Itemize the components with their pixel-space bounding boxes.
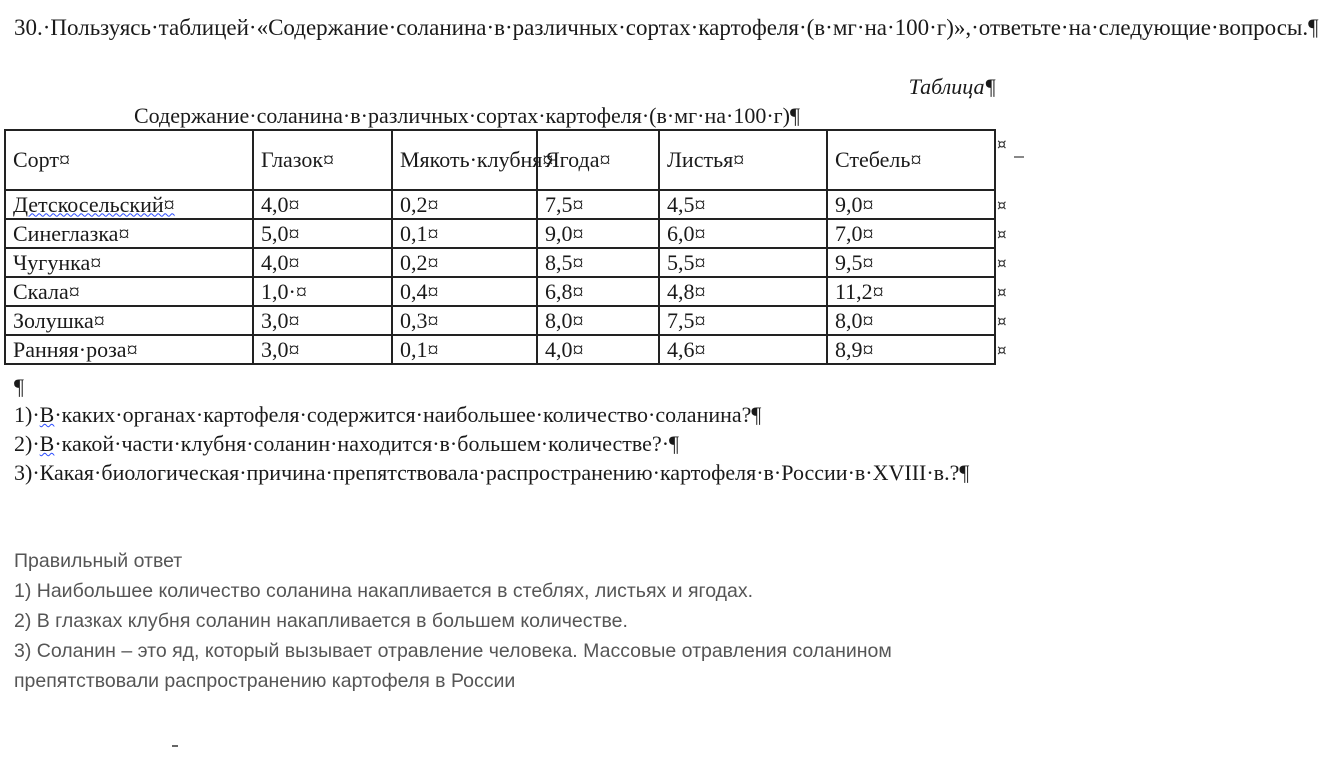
row-end-mark: ¤ [997,312,1007,330]
table-row [5,190,995,219]
question-number: 1)· [14,402,40,427]
question-text: ·каких·органах·картофеля·содержится·наибольшее·количество·соланина?¶ [54,402,762,427]
cell-variety: Ранняя·роза¤ [5,335,253,364]
answer-block [14,546,1014,696]
row-end-mark: ¤ [997,225,1007,243]
header-stem: Стебель¤ [827,130,995,190]
header-eye: Глазок¤ [253,130,392,190]
table-caption: Содержание·соланина·в·различных·сортах·картофеля·(в·мг·на·100·г)¶ [134,103,800,128]
table-cell: 4,0¤ [253,248,392,277]
table-cell: 4,5¤ [659,190,827,219]
table-cell: 0,2¤ [392,248,537,277]
question-text: Какая·биологическая·причина·препятствовала·распространению·картофеля·в·России·в·XVIII·в.?¶ [39,460,970,485]
question-item [14,458,1004,487]
answer-line: 3) Соланин – это яд, который вызывает отравление человека. Массовые отравления соланином препятствовали распространению картофеля в России [14,640,892,692]
answer-title: Правильный ответ [14,550,183,572]
table-cell: 0,4¤ [392,277,537,306]
table-row [5,248,995,277]
cell-variety: Чугунка¤ [5,248,253,277]
table-cell: 9,5¤ [827,248,995,277]
header-tuber-flesh: Мякоть·клубня¤ [392,130,537,190]
answer-line: 2) В глазках клубня соланин накапливается в большем количестве. [14,610,628,632]
paragraph-mark: ¶ [14,374,24,399]
table-cell: 0,3¤ [392,306,537,335]
table-row [5,277,995,306]
table-cell: 9,0¤ [827,190,995,219]
table-cell: 0,1¤ [392,335,537,364]
table-cell: 8,0¤ [827,306,995,335]
question-item [14,429,1004,458]
variety-name: Детскосельский¤ [13,191,175,217]
question-text: ·какой·части·клубня·соланин·находится·в·большем·количестве?·¶ [54,431,680,456]
row-end-mark: ¤ [997,341,1007,359]
table-row [5,306,995,335]
table-cell: 3,0¤ [253,306,392,335]
row-end-mark: ¤ [997,254,1007,272]
table-cell: 7,5¤ [537,190,659,219]
divider [172,745,178,747]
header-leaves: Листья¤ [659,130,827,190]
table-cell: 6,8¤ [537,277,659,306]
table-row [5,335,995,364]
question-number: 3)· [14,460,40,485]
table-cell: 7,0¤ [827,219,995,248]
table-cell: 5,0¤ [253,219,392,248]
table-cell: 7,5¤ [659,306,827,335]
table-cell: 8,0¤ [537,306,659,335]
header-variety: Сорт¤ [5,130,253,190]
table-cell: 6,0¤ [659,219,827,248]
question-first-word: В [39,402,55,427]
table-cell: 4,8¤ [659,277,827,306]
answer-line: 1) Наибольшее количество соланина накапливается в стеблях, листьях и ягодах. [14,580,754,602]
table-cell: 8,5¤ [537,248,659,277]
header-berry: Ягода¤ [537,130,659,190]
row-end-mark: ¤ [997,196,1007,214]
task-heading: 30.·Пользуясь·таблицей·«Содержание·соланина·в·различных·сортах·картофеля·(в·мг·на·100·г)»,·ответьте·на·следующие·вопросы.¶ [14,15,1319,40]
table-cell: 5,5¤ [659,248,827,277]
divider [1014,156,1024,158]
table-cell: 0,2¤ [392,190,537,219]
table-cell: 0,1¤ [392,219,537,248]
cell-variety: Золушка¤ [5,306,253,335]
solanine-table [4,129,996,365]
question-item [14,400,1004,429]
table-cell: 4,0¤ [253,190,392,219]
table-cell: 4,0¤ [537,335,659,364]
table-cell: 9,0¤ [537,219,659,248]
question-number: 2)· [14,431,40,456]
table-cell: 3,0¤ [253,335,392,364]
table-cell: 4,6¤ [659,335,827,364]
table-header-row [5,130,995,190]
cell-variety: Синеглазка¤ [5,219,253,248]
questions-list [14,400,1004,487]
question-first-word: В [39,431,55,456]
cell-variety: Скала¤ [5,277,253,306]
table-cell: 8,9¤ [827,335,995,364]
cell-variety [5,190,253,219]
row-end-mark: ¤ [997,283,1007,301]
table-cell: 11,2¤ [827,277,995,306]
table-cell: 1,0·¤ [253,277,392,306]
table-label: Таблица¶ [908,74,996,99]
row-end-mark: ¤ [997,135,1007,153]
table-row [5,219,995,248]
